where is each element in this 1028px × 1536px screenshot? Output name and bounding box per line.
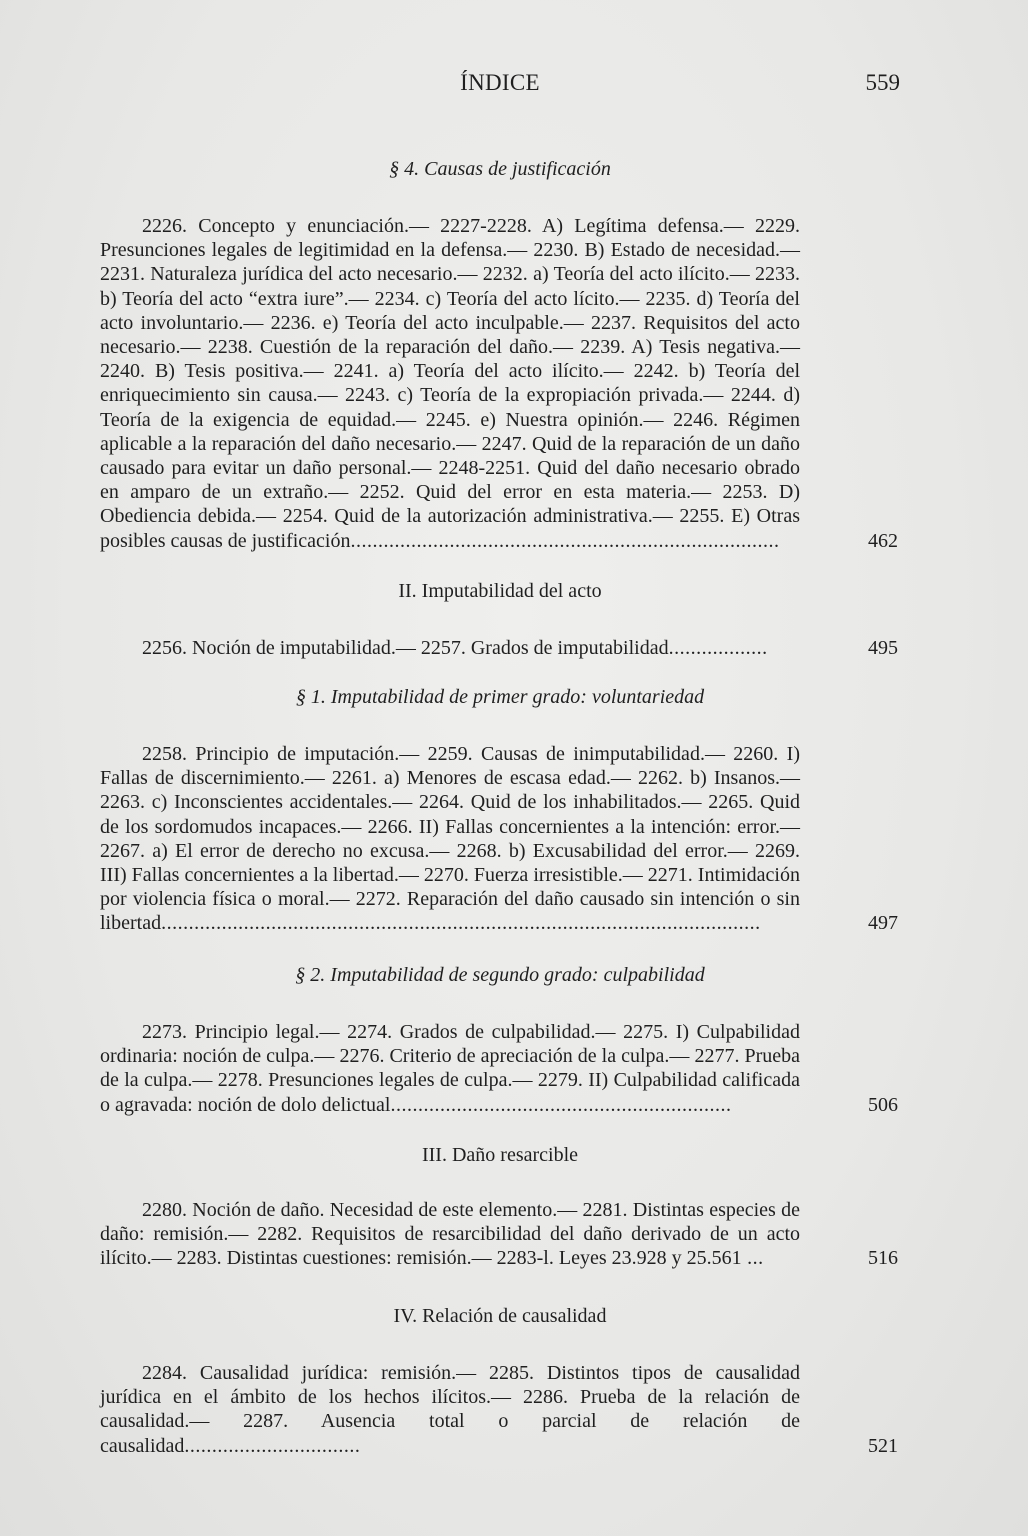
entry-page-number: 497 [868,912,898,935]
subsection-heading-s2: § 2. Imputabilidad de segundo grado: culpabilidad [295,964,705,986]
subsection-heading-s1: § 1. Imputabilidad de primer grado: voluntariedad [295,686,705,708]
running-header [100,70,900,110]
entry-text: 2256. Noción de imputabilidad.— 2257. Grados de imputabilidad [142,637,669,659]
header-page-number: 559 [865,70,900,95]
dot-leader: .............................................................. [390,1093,732,1116]
toc-entry-ch2 [100,636,900,660]
entry-text: 2226. Concepto y enunciación.— 2227-2228. A) Legítima defensa.— 2229. Presunciones legales de legitimidad en la defensa.— 2230. B) Estado de necesidad.— 2231. Naturaleza jurídica del acto necesario.— 2232. a) Teoría del acto ilícito.— 2233. b) Teoría del acto “extra iure”.— 2234. c) Teoría del acto lícito.— 2235. d) Teoría del acto involuntario.— 2236. e) Teoría del acto inculpable.— 2237. Requisitos del acto necesario.— 2238. Cuestión de la reparación del daño.— 2239. A) Tesis negativa.— 2240. B) Tesis positiva.— 2241. a) Teoría del acto ilícito.— 2242. b) Teoría del enriquecimiento sin causa.— 2243. c) Teoría de la expropiación privada.— 2244. d) Teoría de la exigencia de equidad.— 2245. e) Nuestra opinión.— 2246. Régimen aplicable a la reparación del daño necesario.— 2247. Quid de la reparación de un daño causado para evitar un daño personal.— 2248-2251. Quid del daño necesario obrado en amparo de un extraño.— 2252. Quid del error en esta materia.— 2253. D) Obediencia debida.— 2254. Quid de la autorización administrativa.— 2255. E) Otras posibles causas de justificación [100,215,800,552]
toc-entry-ch3 [100,1198,900,1271]
entry-page-number: 462 [868,529,898,552]
toc-entry-ch4 [100,1361,900,1458]
toc-entry-s2 [100,1020,900,1117]
chapter-heading-iv: IV. Relación de causalidad [393,1305,607,1327]
entry-text: 2258. Principio de imputación.— 2259. Causas de inimputabilidad.— 2260. I) Fallas de discernimiento.— 2261. a) Menores de escasa edad.— 2262. b) Insanos.— 2263. c) Inconscientes accidentales.— 2264. Quid de los inhabilitados.— 2265. Quid de los sordomudos incapaces.— 2266. II) Fallas concernientes a la intención: error.— 2267. a) El error de derecho no excusa.— 2268. b) Excusabilidad del error.— 2269. III) Fallas concernientes a la libertad.— 2270. Fuerza irresistible.— 2271. Intimidación por violencia física o moral.— 2272. Reparación del daño causado sin intención o sin libertad [100,743,800,935]
dot-leader: ............................................................................................................. [161,912,761,935]
dot-leader: .................. [668,637,768,659]
chapter-heading-iii: III. Daño resarcible [421,1144,579,1166]
chapter-heading-ii: II. Imputabilidad del acto [398,580,602,602]
header-title: ÍNDICE [460,70,540,95]
entry-text: 2284. Causalidad jurídica: remisión.— 2285. Distintos tipos de causalidad jurídica en el ámbito de los hechos ilícitos.— 2286. Prueba de la relación de causalidad.— 2287. Ausencia total o parcial de relación de causalidad [100,1362,800,1457]
entry-page-number: 495 [868,637,898,659]
dot-leader: ... [741,1247,764,1270]
subsection-heading-s4: § 4. Causas de justificación [389,158,611,180]
toc-entry-s4 [100,214,900,553]
entry-page-number: 521 [868,1434,898,1457]
entry-page-number: 516 [868,1247,898,1270]
toc-entry-s1 [100,742,900,936]
dot-leader: .............................................................................. [350,529,780,552]
entry-text: 2280. Noción de daño. Necesidad de este elemento.— 2281. Distintas especies de daño: remisión.— 2282. Requisitos de resarcibilidad del daño derivado de un acto ilícito.— 2283. Distintas cuestiones: remisión.— 2283-l. Leyes 23.928 y 25.561 [100,1199,800,1270]
entry-page-number: 506 [868,1093,898,1116]
entry-text: 2273. Principio legal.— 2274. Grados de culpabilidad.— 2275. I) Culpabilidad ordinaria: noción de culpa.— 2276. Criterio de apreciación de la culpa.— 2277. Prueba de la culpa.— 2278. Presunciones legales de culpa.— 2279. II) Culpabilidad calificada o agravada: noción de dolo delictual [100,1021,800,1116]
dot-leader: ................................ [184,1434,361,1457]
